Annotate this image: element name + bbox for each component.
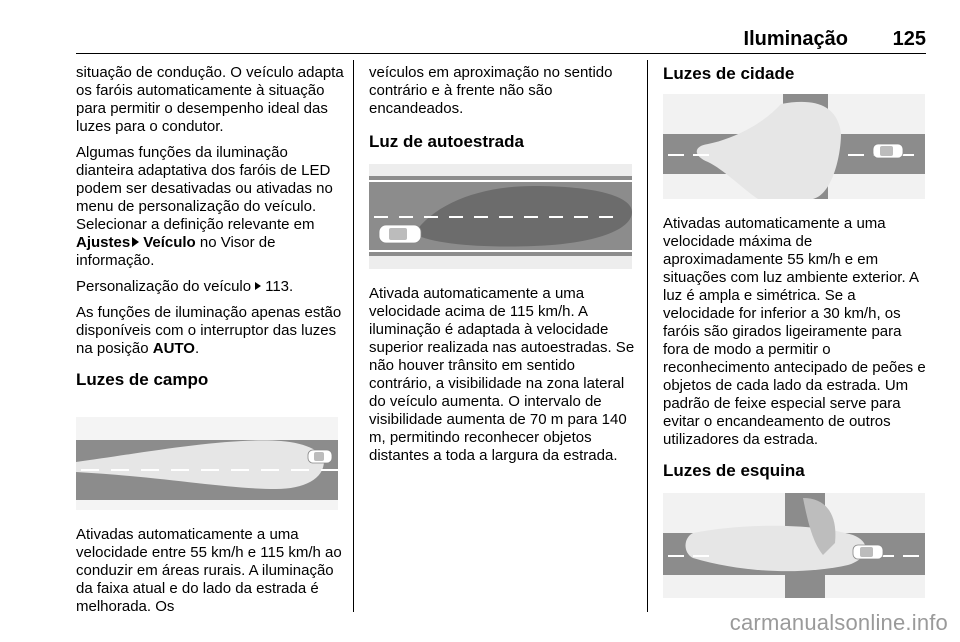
cornering-light-illustration xyxy=(663,493,925,598)
page-number: 125 xyxy=(892,28,926,50)
paragraph-cidade: Ativadas automaticamente a uma velocidade máxima de aproximadamente 55 km/h e em situações com luz ambiente exterior. A luz é ampla e simétrica. Se a velocidade for inferior a 30 km/h, os faróis são girados ligeiramente para fora de modo a permitir o reconhecimento antecipado de peões e objetos de cada lado da estrada. Um padrão de feixe especial serve para evitar o encandeamento de outros utilizadores da estrada. xyxy=(663,215,926,448)
heading-luzes-de-campo: Luzes de campo xyxy=(76,370,209,389)
paragraph-reference: Personalização do veículo 113. xyxy=(76,278,294,295)
paragraph-campo: Ativadas automaticamente a uma velocidade entre 55 km/h e 115 km/h ao conduzir em áreas rurais. A iluminação da faixa atual e do lado da estrada é melhorada. Os xyxy=(76,526,342,615)
car-icon xyxy=(308,450,332,463)
section-title: Iluminação xyxy=(743,28,848,50)
column-3 xyxy=(663,64,931,598)
column-divider-2 xyxy=(647,60,648,612)
car-icon xyxy=(379,225,421,243)
watermark: carmanualsonline.info xyxy=(729,610,948,635)
menu-veiculo: Veículo xyxy=(143,234,196,251)
header-rule xyxy=(76,53,926,54)
country-light-illustration xyxy=(76,405,338,510)
menu-arrow-icon xyxy=(132,237,139,247)
column-1 xyxy=(76,64,344,624)
car-icon xyxy=(873,144,903,158)
page-ref-link[interactable]: 113. xyxy=(265,278,294,295)
paragraph-settings: Algumas funções da iluminação dianteira adaptativa dos faróis de LED podem ser desativadas ou ativadas no menu de personalização do veículo. Selecionar a definição relevante em Ajustes Veículo no Visor de informação. xyxy=(76,144,333,269)
page-ref-icon xyxy=(255,282,261,290)
heading-luzes-de-cidade: Luzes de cidade xyxy=(663,64,795,83)
paragraph-auto: As funções de iluminação apenas estão disponíveis com o interruptor das luzes na posição AUTO. xyxy=(76,304,342,357)
paragraph-autoestrada: Ativada automaticamente a uma velocidade acima de 115 km/h. A iluminação é adaptada à velocidade superior realizada nas autoestradas. Se não houver trânsito em sentido contrário, a visibilidade na zona lateral do veículo aumenta. O intervalo de visibilidade aumenta de 70 m para 140 m, permitindo reconhecer objetos distantes a toda a largura da estrada. xyxy=(369,285,635,464)
paragraph-continued: veículos em aproximação no sentido contrário e à frente não são encandeados. xyxy=(369,64,613,117)
page-header xyxy=(76,28,926,54)
car-icon xyxy=(853,545,883,559)
column-divider-1 xyxy=(353,60,354,612)
column-2 xyxy=(369,64,637,473)
town-light-illustration xyxy=(663,94,925,199)
motorway-light-illustration xyxy=(369,164,632,269)
heading-luz-de-autoestrada: Luz de autoestrada xyxy=(369,132,524,151)
menu-ajustes: Ajustes xyxy=(76,234,131,251)
heading-luzes-de-esquina: Luzes de esquina xyxy=(663,461,805,480)
paragraph-intro: situação de condução. O veículo adapta os faróis automaticamente à situação para permitir o desempenho ideal das luzes para o condutor. xyxy=(76,64,344,135)
